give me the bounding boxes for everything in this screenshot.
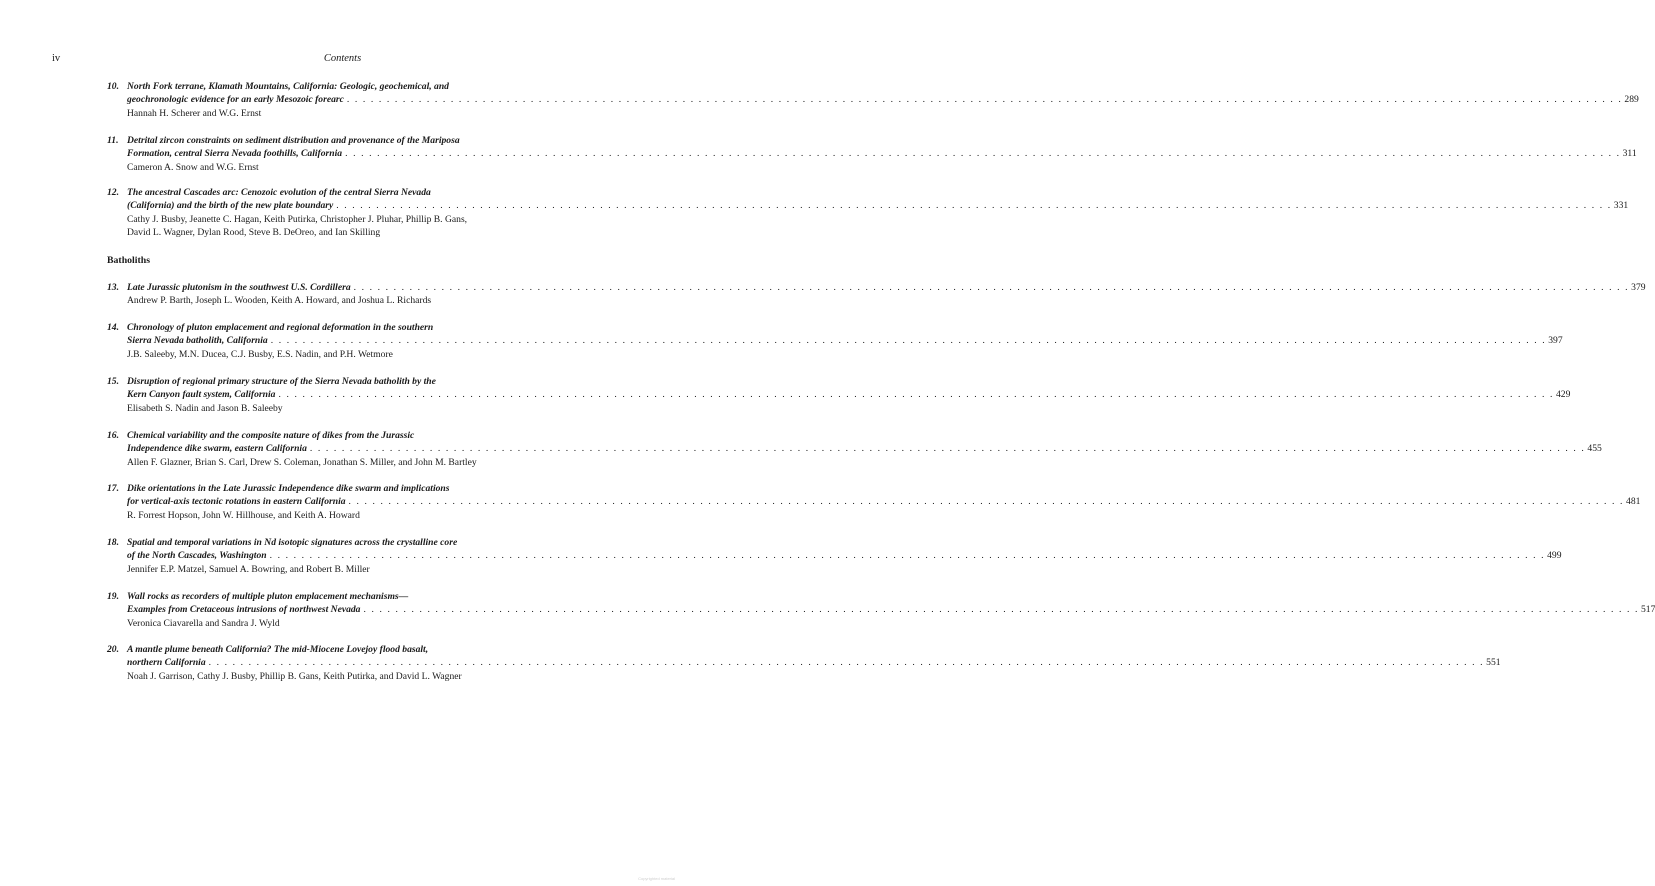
entry-number: 11. (107, 135, 119, 146)
entry-title-line: Wall rocks as recorders of multiple pluton emplacement mechanisms— (127, 591, 409, 602)
page-number: 397 (1548, 335, 1563, 347)
toc-entry (107, 429, 1602, 469)
entry-title-line: A mantle plume beneath California? The mid-Miocene Lovejoy flood basalt, (127, 644, 429, 655)
entry-authors: David L. Wagner, Dylan Rood, Steve B. DeOreo, and Ian Skilling (127, 226, 381, 238)
entry-authors: Elisabeth S. Nadin and Jason B. Saleeby (127, 402, 283, 414)
entry-number: 14. (107, 322, 119, 333)
toc-entry (107, 186, 1629, 239)
toc-entry (107, 643, 1501, 683)
dot-leader: . . . . . . . . . . . . . . . . . . . . . . . . . . . . . . . . . . . . . . . . . . . . . . . . . . . . . . . . . . . . . . . . . . . . . . . . . . . . . . . . . . . . . . . . . . . . . . . . . . . . . . . . . . . . . . . . . . . . . . . . . . . . . . . . . . . . . . . . . . . . . . . . . . . . . . . . . . . . . . . . (353, 282, 1630, 293)
entry-title-line: North Fork terrane, Klamath Mountains, California: Geologic, geochemical, and (127, 81, 449, 92)
entry-number: 18. (107, 537, 119, 548)
entry-body (127, 429, 1602, 469)
entry-title-last-line (127, 147, 1637, 160)
entry-body (127, 536, 1562, 576)
entry-title-line: Sierra Nevada batholith, California (127, 335, 268, 347)
entry-title-last-line (127, 603, 1655, 616)
page-number: 517 (1640, 604, 1655, 616)
entry-authors: Hannah H. Scherer and W.G. Ernst (127, 107, 262, 119)
dot-leader: . . . . . . . . . . . . . . . . . . . . . . . . . . . . . . . . . . . . . . . . . . . . . . . . . . . . . . . . . . . . . . . . . . . . . . . . . . . . . . . . . . . . . . . . . . . . . . . . . . . . . . . . . . . . . . . . . . . . . . . . . . . . . . . . . . . . . . . . . . . . . . . . . . . . . . . . . . . . . . . . (309, 443, 1586, 455)
page-number: 455 (1587, 443, 1602, 455)
entry-title-line: Disruption of regional primary structure of the Sierra Nevada batholith by the (127, 376, 436, 387)
dot-leader: . . . . . . . . . . . . . . . . . . . . . . . . . . . . . . . . . . . . . . . . . . . . . . . . . . . . . . . . . . . . . . . . . . . . . . . . . . . . . . . . . . . . . . . . . . . . . . . . . . . . . . . . . . . . . . . . . . . . . . . . . . . . . . . . . . . . . . . . . . . . . . . . . . . . . . . . . . . . . . . . (336, 200, 1612, 212)
entry-title-line: Kern Canyon fault system, California (127, 389, 276, 401)
entry-title-line: Chemical variability and the composite nature of dikes from the Jurassic (127, 430, 415, 441)
entry-authors: R. Forrest Hopson, John W. Hillhouse, and Keith A. Howard (127, 509, 360, 521)
entry-body (127, 281, 1646, 308)
dot-leader: . . . . . . . . . . . . . . . . . . . . . . . . . . . . . . . . . . . . . . . . . . . . . . . . . . . . . . . . . . . . . . . . . . . . . . . . . . . . . . . . . . . . . . . . . . . . . . . . . . . . . . . . . . . . . . . . . . . . . . . . . . . . . . . . . . . . . . . . . . . . . . . . . . . . . . . . . . . . . . . . (346, 94, 1623, 106)
entry-title-line: The ancestral Cascades arc: Cenozoic evolution of the central Sierra Nevada (127, 187, 431, 198)
dot-leader: . . . . . . . . . . . . . . . . . . . . . . . . . . . . . . . . . . . . . . . . . . . . . . . . . . . . . . . . . . . . . . . . . . . . . . . . . . . . . . . . . . . . . . . . . . . . . . . . . . . . . . . . . . . . . . . . . . . . . . . . . . . . . . . . . . . . . . . . . . . . . . . . . . . . . . . . . . . . . . . . (363, 604, 1639, 616)
toc-entry (107, 281, 1646, 308)
page-number: 481 (1626, 496, 1641, 508)
entry-authors: Veronica Ciavarella and Sandra J. Wyld (127, 617, 280, 629)
entry-title-last-line (127, 93, 1639, 106)
entry-title-line: (California) and the birth of the new plate boundary (127, 200, 334, 212)
entry-title-line: of the North Cascades, Washington (127, 550, 267, 562)
entry-number: 15. (107, 376, 119, 387)
toc-entry (107, 482, 1641, 522)
page-number: 289 (1624, 94, 1639, 106)
page-number: 551 (1486, 657, 1501, 669)
toc-entry (107, 80, 1639, 120)
entry-body (127, 80, 1639, 120)
entry-number: 19. (107, 591, 119, 602)
entry-title-line: Late Jurassic plutonism in the southwest U.S. Cordillera (127, 282, 351, 293)
entry-body (127, 482, 1641, 522)
toc-entry (107, 321, 1563, 361)
entry-number: 13. (107, 282, 119, 293)
entry-title-last-line (127, 281, 1646, 294)
entry-body (127, 375, 1571, 415)
entry-body (127, 134, 1637, 174)
entry-title-last-line (127, 495, 1641, 508)
page-number: 429 (1555, 389, 1571, 401)
dot-leader: . . . . . . . . . . . . . . . . . . . . . . . . . . . . . . . . . . . . . . . . . . . . . . . . . . . . . . . . . . . . . . . . . . . . . . . . . . . . . . . . . . . . . . . . . . . . . . . . . . . . . . . . . . . . . . . . . . . . . . . . . . . . . . . . . . . . . . . . . . . . . . . . . . . . . . . . . . . . . . . . (345, 148, 1621, 160)
entry-title-last-line (127, 549, 1562, 562)
dot-leader: . . . . . . . . . . . . . . . . . . . . . . . . . . . . . . . . . . . . . . . . . . . . . . . . . . . . . . . . . . . . . . . . . . . . . . . . . . . . . . . . . . . . . . . . . . . . . . . . . . . . . . . . . . . . . . . . . . . . . . . . . . . . . . . . . . . . . . . . . . . . . . . . . . . . . . . . . . . . . . . . (269, 550, 1546, 562)
entry-authors: Jennifer E.P. Matzel, Samuel A. Bowring, and Robert B. Miller (127, 563, 370, 575)
entry-title-line: Formation, central Sierra Nevada foothills, California (127, 148, 343, 160)
entry-authors: J.B. Saleeby, M.N. Ducea, C.J. Busby, E.S. Nadin, and P.H. Wetmore (127, 348, 393, 360)
entry-authors: Allen F. Glazner, Brian S. Carl, Drew S. Coleman, Jonathan S. Miller, and John M. Bartley (127, 456, 477, 468)
toc-entry (107, 536, 1562, 576)
dot-leader: . . . . . . . . . . . . . . . . . . . . . . . . . . . . . . . . . . . . . . . . . . . . . . . . . . . . . . . . . . . . . . . . . . . . . . . . . . . . . . . . . . . . . . . . . . . . . . . . . . . . . . . . . . . . . . . . . . . . . . . . . . . . . . . . . . . . . . . . . . . . . . . . . . . . . . . . . . . . . . . . (348, 496, 1625, 508)
entry-authors: Cameron A. Snow and W.G. Ernst (127, 161, 259, 173)
entry-body (127, 590, 1655, 630)
entry-title-line: geochronologic evidence for an early Mesozoic forearc (127, 94, 344, 106)
toc-entry (107, 134, 1637, 174)
page-number: 499 (1547, 550, 1562, 562)
dot-leader: . . . . . . . . . . . . . . . . . . . . . . . . . . . . . . . . . . . . . . . . . . . . . . . . . . . . . . . . . . . . . . . . . . . . . . . . . . . . . . . . . . . . . . . . . . . . . . . . . . . . . . . . . . . . . . . . . . . . . . . . . . . . . . . . . . . . . . . . . . . . . . . . . . . . . . . . . . . . . . . . (208, 657, 1485, 669)
toc-entry (107, 375, 1571, 415)
running-head: Contents (323, 53, 362, 64)
entry-title-last-line (127, 388, 1571, 401)
entry-title-line: Dike orientations in the Late Jurassic Independence dike swarm and implications (127, 483, 450, 494)
entry-body (127, 321, 1563, 361)
entry-title-line: Independence dike swarm, eastern California (127, 443, 307, 455)
entry-title-line: Chronology of pluton emplacement and regional deformation in the southern (127, 322, 434, 333)
entry-number: 16. (107, 430, 119, 441)
page-number: 379 (1631, 282, 1646, 293)
entry-number: 12. (107, 187, 119, 198)
entry-body (127, 186, 1629, 239)
copyright-watermark: Copyrighted material (638, 876, 675, 881)
entry-authors: Noah J. Garrison, Cathy J. Busby, Phillip B. Gans, Keith Putirka, and David L. Wagner (127, 670, 462, 682)
entry-authors: Andrew P. Barth, Joseph L. Wooden, Keith A. Howard, and Joshua L. Richards (127, 295, 432, 307)
entry-title-last-line (127, 199, 1629, 212)
entry-title-last-line (127, 334, 1563, 347)
section-heading-batholiths: Batholiths (107, 255, 151, 266)
entry-title-last-line (127, 656, 1501, 669)
entry-body (127, 643, 1501, 683)
entry-title-line: Spatial and temporal variations in Nd isotopic signatures across the crystalline core (127, 537, 458, 548)
entry-number: 20. (107, 644, 119, 655)
page-number: 331 (1613, 200, 1629, 212)
entry-number: 10. (107, 81, 119, 92)
entry-title-line: Detrital zircon constraints on sediment distribution and provenance of the Mariposa (127, 135, 460, 146)
entry-title-line: Examples from Cretaceous intrusions of northwest Nevada (127, 604, 361, 616)
toc-entry (107, 590, 1655, 630)
entry-number: 17. (107, 483, 119, 494)
entry-title-line: northern California (127, 657, 206, 669)
dot-leader: . . . . . . . . . . . . . . . . . . . . . . . . . . . . . . . . . . . . . . . . . . . . . . . . . . . . . . . . . . . . . . . . . . . . . . . . . . . . . . . . . . . . . . . . . . . . . . . . . . . . . . . . . . . . . . . . . . . . . . . . . . . . . . . . . . . . . . . . . . . . . . . . . . . . . . . . . . . . . . . . (270, 335, 1547, 347)
dot-leader: . . . . . . . . . . . . . . . . . . . . . . . . . . . . . . . . . . . . . . . . . . . . . . . . . . . . . . . . . . . . . . . . . . . . . . . . . . . . . . . . . . . . . . . . . . . . . . . . . . . . . . . . . . . . . . . . . . . . . . . . . . . . . . . . . . . . . . . . . . . . . . . . . . . . . . . . . . . . . . . . (278, 389, 1554, 401)
page-number: 311 (1622, 148, 1637, 160)
entry-authors: Cathy J. Busby, Jeanette C. Hagan, Keith Putirka, Christopher J. Pluhar, Phillip B. Gans, (127, 213, 468, 225)
entry-title-last-line (127, 442, 1602, 455)
page-folio: iv (52, 53, 61, 64)
entry-title-line: for vertical-axis tectonic rotations in eastern California (127, 496, 346, 508)
